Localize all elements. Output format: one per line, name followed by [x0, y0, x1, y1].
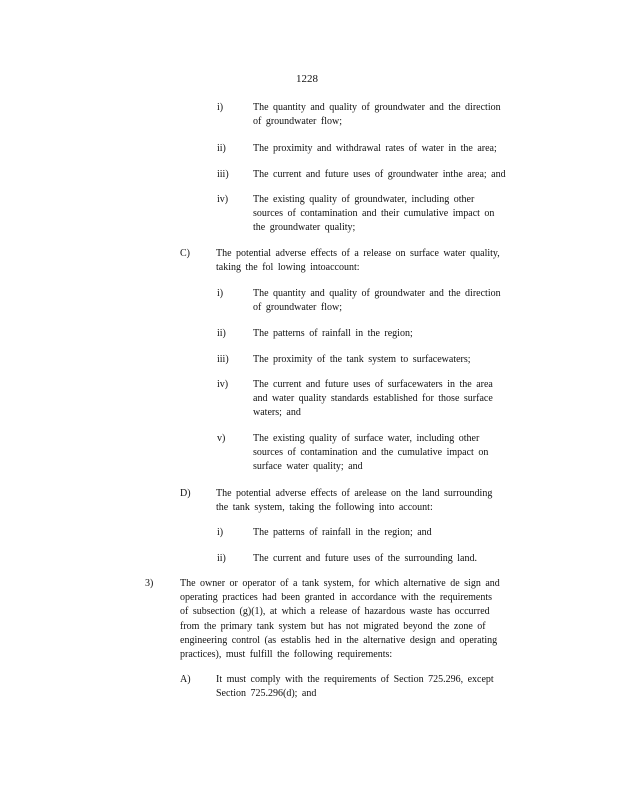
list-marker: ii) — [217, 328, 226, 339]
text-line: sources of contamination and their cumulative impact on — [253, 208, 495, 220]
text-line: The proximity of the tank system to surfacewaters; — [253, 354, 471, 365]
text-line: the tank system, taking the following into account: — [216, 502, 433, 514]
text-line: taking the fol lowing intoaccount: — [216, 262, 360, 274]
text-line: the groundwater quality; — [253, 222, 356, 234]
list-item-text — [253, 193, 527, 236]
text-line: of groundwater flow; — [253, 116, 342, 128]
text-line: and water quality standards established for those surface — [253, 393, 493, 405]
text-line: practices), must fulfill the following requirements: — [180, 649, 393, 661]
text-line: The quantity and quality of groundwater and the direction — [253, 288, 501, 299]
section-marker: D) — [180, 488, 191, 499]
list-item-text — [253, 552, 527, 566]
list-item-text — [253, 378, 519, 421]
list-marker: v) — [217, 433, 226, 444]
list-marker: iii) — [217, 354, 229, 365]
list-item-text — [253, 287, 527, 315]
section-marker: A) — [180, 674, 191, 685]
text-line: The existing quality of groundwater, including other — [253, 194, 475, 205]
text-line: from the primary tank system but has not migrated beyond the zone of — [180, 620, 486, 632]
text-line: It must comply with the requirements of Section 725.296, except — [216, 674, 494, 685]
text-line: The quantity and quality of groundwater and the direction — [253, 102, 501, 113]
text-line: The owner or operator of a tank system, for which alternative de sign and — [180, 578, 500, 589]
section-marker: C) — [180, 248, 190, 259]
list-item-text — [253, 168, 535, 182]
text-line: sources of contamination and the cumulative impact on — [253, 447, 489, 459]
text-line: The patterns of rainfall in the region; and — [253, 527, 432, 538]
text-line: The potential adverse effects of arelease on the land surrounding — [216, 488, 493, 499]
text-line: The potential adverse effects of a release on surface water quality, — [216, 248, 500, 259]
list-item-text — [253, 353, 527, 367]
section-text — [216, 673, 526, 701]
list-marker: ii) — [217, 553, 226, 564]
list-marker: i) — [217, 288, 224, 299]
list-marker: iv) — [217, 194, 229, 205]
list-item-text — [253, 142, 527, 156]
text-line: The existing quality of surface water, including other — [253, 433, 480, 444]
list-item-text — [253, 526, 527, 540]
text-line: The patterns of rainfall in the region; — [253, 328, 413, 339]
text-line: The current and future uses of groundwater inthe area; and — [253, 169, 506, 180]
list-item-text — [253, 101, 527, 129]
text-line: The current and future uses of surfacewaters in the area — [253, 379, 493, 390]
list-marker: iv) — [217, 379, 229, 390]
text-line: of groundwater flow; — [253, 302, 342, 314]
list-marker: ii) — [217, 143, 226, 154]
text-line: engineering control (as establis hed in the alternative design and operating — [180, 634, 498, 646]
text-line: waters; and — [253, 407, 301, 419]
page-number: 1228 — [296, 73, 318, 85]
list-marker: i) — [217, 102, 224, 113]
list-marker: i) — [217, 527, 224, 538]
section-text — [216, 487, 520, 515]
text-line: surface water quality; and — [253, 461, 363, 473]
list-marker: iii) — [217, 169, 229, 180]
text-line: Section 725.296(d); and — [216, 688, 317, 700]
text-line: The current and future uses of the surrounding land. — [253, 553, 477, 564]
section-text — [216, 247, 531, 275]
text-line: operating practices had been granted in accordance with the requirements — [180, 592, 493, 604]
text-line: The proximity and withdrawal rates of water in the area; — [253, 143, 497, 154]
text-line: of subsection (g)(1), at which a release of hazardous waste has occurred — [180, 606, 490, 618]
list-item-text — [253, 327, 527, 341]
section-text — [180, 577, 530, 662]
list-item-text — [253, 432, 519, 475]
section-marker: 3) — [145, 578, 154, 589]
